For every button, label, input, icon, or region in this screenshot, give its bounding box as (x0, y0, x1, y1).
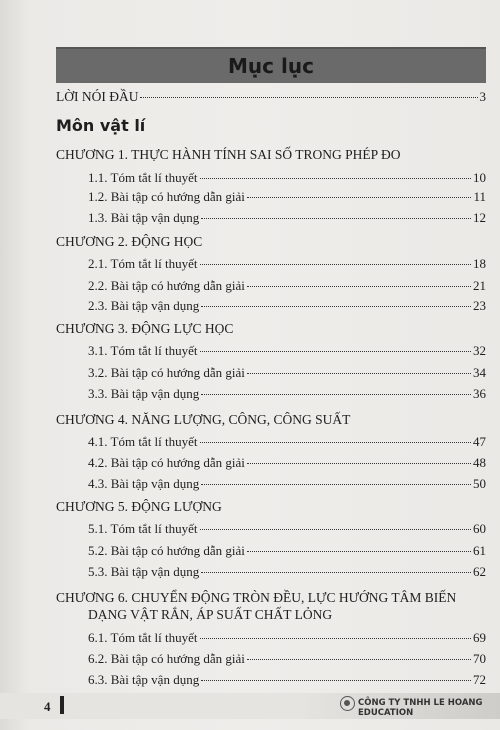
leader-dots (200, 178, 471, 179)
item-label: 3.3. Bài tập vận dụng (88, 386, 200, 401)
toc-item-6-3[interactable] (88, 672, 486, 688)
chapter-2-title[interactable]: CHƯƠNG 2. ĐỘNG HỌC (56, 234, 203, 249)
leader-dots (247, 463, 471, 464)
preface-label: LỜI NÓI ĐẦU (56, 89, 139, 104)
leader-dots (201, 394, 471, 395)
toc-item-3-2[interactable] (88, 365, 486, 381)
leader-dots (200, 442, 471, 443)
item-label: 2.2. Bài tập có hướng dẫn giải (88, 278, 245, 293)
preface-page: 3 (479, 89, 486, 104)
leader-dots (201, 218, 471, 219)
toc-item-5-2[interactable] (88, 543, 486, 559)
toc-item-4-3[interactable] (88, 476, 486, 492)
leader-dots (201, 572, 471, 573)
item-page: 61 (473, 543, 486, 558)
leader-dots (201, 680, 471, 681)
publisher-name: CÔNG TY TNHH LE HOANG EDUCATION (358, 698, 483, 718)
chapter-3-title[interactable]: CHƯƠNG 3. ĐỘNG LỰC HỌC (56, 321, 234, 336)
item-page: 69 (473, 630, 486, 645)
toc-item-3-1[interactable] (88, 343, 486, 359)
item-label: 4.2. Bài tập có hướng dẫn giải (88, 455, 245, 470)
page-title: Mục lục (228, 54, 314, 78)
chapter-6-title[interactable]: CHƯƠNG 6. CHUYỂN ĐỘNG TRÒN ĐỀU, LỰC HƯỚNG TÂM BIẾN (56, 590, 457, 605)
item-page: 12 (473, 210, 486, 225)
chapter-5-title[interactable]: CHƯƠNG 5. ĐỘNG LƯỢNG (56, 499, 222, 514)
toc-item-1-3[interactable] (88, 210, 486, 226)
item-label: 5.2. Bài tập có hướng dẫn giải (88, 543, 245, 558)
leader-dots (201, 484, 471, 485)
chapter-1-title[interactable]: CHƯƠNG 1. THỰC HÀNH TÍNH SAI SỐ TRONG PHÉP ĐO (56, 147, 401, 162)
leader-dots (247, 551, 471, 552)
item-label: 6.3. Bài tập vận dụng (88, 672, 200, 687)
toc-item-1-2[interactable] (88, 189, 486, 205)
item-page: 10 (473, 170, 486, 185)
toc-item-2-1[interactable] (88, 256, 486, 272)
toc-item-6-2[interactable] (88, 651, 486, 667)
page-number: 4 (44, 699, 51, 714)
item-label: 1.3. Bài tập vận dụng (88, 210, 200, 225)
item-label: 5.1. Tóm tắt lí thuyết (88, 521, 198, 536)
item-label: 1.2. Bài tập có hướng dẫn giải (88, 189, 245, 204)
item-page: 47 (473, 434, 486, 449)
leader-dots (200, 638, 471, 639)
leader-dots (247, 197, 472, 198)
toc-item-4-1[interactable] (88, 434, 486, 450)
item-label: 3.1. Tóm tắt lí thuyết (88, 343, 198, 358)
item-label: 5.3. Bài tập vận dụng (88, 564, 200, 579)
item-page: 72 (473, 672, 486, 687)
leader-dots (200, 351, 471, 352)
item-page: 62 (473, 564, 486, 579)
item-page: 36 (473, 386, 486, 401)
item-page: 70 (473, 651, 486, 666)
leader-dots (247, 286, 471, 287)
item-label: 3.2. Bài tập có hướng dẫn giải (88, 365, 245, 380)
toc-item-6-1[interactable] (88, 630, 486, 646)
item-label: 6.2. Bài tập có hướng dẫn giải (88, 651, 245, 666)
title-band (56, 47, 486, 83)
item-page: 18 (473, 256, 486, 271)
toc-item-3-3[interactable] (88, 386, 486, 402)
item-page: 23 (473, 298, 486, 313)
toc-item-1-1[interactable] (88, 170, 486, 186)
toc-item-2-2[interactable] (88, 278, 486, 294)
toc-item-5-1[interactable] (88, 521, 486, 537)
item-label: 1.1. Tóm tắt lí thuyết (88, 170, 198, 185)
toc-preface-row[interactable] (56, 89, 486, 105)
item-label: 4.1. Tóm tắt lí thuyết (88, 434, 198, 449)
item-page: 32 (473, 343, 486, 358)
item-page: 48 (473, 455, 486, 470)
item-page: 34 (473, 365, 486, 380)
toc-item-2-3[interactable] (88, 298, 486, 314)
item-label: 2.3. Bài tập vận dụng (88, 298, 200, 313)
page-marker (60, 696, 64, 714)
toc-item-5-3[interactable] (88, 564, 486, 580)
item-page: 11 (473, 189, 486, 204)
leader-dots (247, 659, 471, 660)
toc-item-4-2[interactable] (88, 455, 486, 471)
item-label: 2.1. Tóm tắt lí thuyết (88, 256, 198, 271)
publisher-logo-icon (340, 696, 355, 711)
item-label: 4.3. Bài tập vận dụng (88, 476, 200, 491)
leader-dots (201, 306, 471, 307)
item-page: 21 (473, 278, 486, 293)
chapter-6-title-cont[interactable]: DẠNG VẬT RẮN, ÁP SUẤT CHẤT LỎNG (88, 607, 333, 622)
item-label: 6.1. Tóm tắt lí thuyết (88, 630, 198, 645)
chapter-4-title[interactable]: CHƯƠNG 4. NĂNG LƯỢNG, CÔNG, CÔNG SUẤT (56, 412, 351, 427)
subject-heading: Môn vật lí (56, 116, 146, 135)
leader-dots (140, 97, 477, 98)
item-page: 60 (473, 521, 486, 536)
leader-dots (247, 373, 471, 374)
leader-dots (200, 529, 471, 530)
item-page: 50 (473, 476, 486, 491)
leader-dots (200, 264, 471, 265)
